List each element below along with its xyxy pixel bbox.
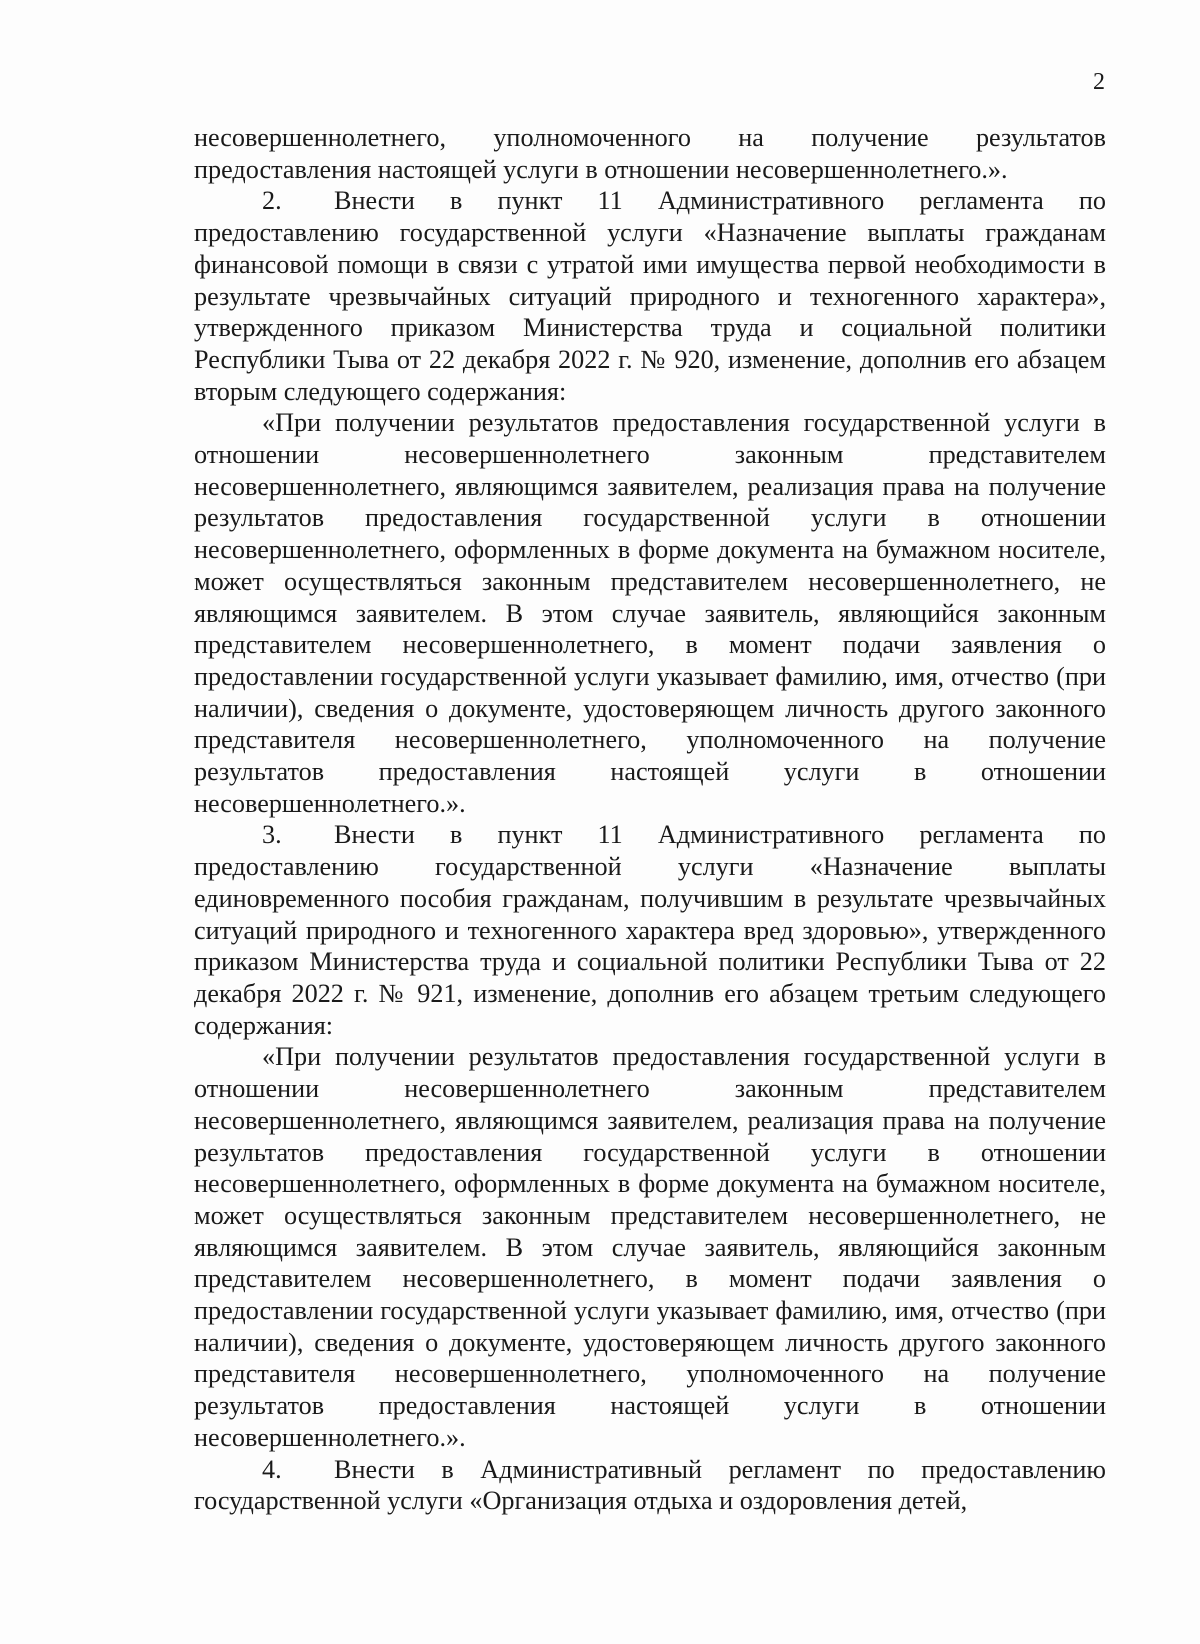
paragraph-item-4: 4. Внести в Административный регламент по предоставлению государственной услуги «Организация отдыха и оздоровления детей, (194, 1454, 1106, 1516)
page-number: 2 (1093, 69, 1105, 95)
paragraph-quote-3: «При получении результатов предоставления государственной услуги в отношении несовершеннолетнего законным представителем несовершеннолетнего, являющимся заявителем, реализация права на получение результатов предоставления государственной услуги в отношении несовершеннолетнего, оформленных в форме документа на бумажном носителе, может осуществляться законным представителем несовершеннолетнего, не являющимся заявителем. В этом случае заявитель, являющийся законным представителем несовершеннолетнего, в момент подачи заявления о предоставлении государственной услуги указывает фамилию, имя, отчество (при наличии), сведения о документе, удостоверяющем личность другого законного представителя несовершеннолетнего, уполномоченного на получение результатов предоставления настоящей услуги в отношении несовершеннолетнего.». (194, 1042, 1106, 1452)
paragraph-quote-2: «При получении результатов предоставления государственной услуги в отношении несовершеннолетнего законным представителем несовершеннолетнего, являющимся заявителем, реализация права на получение результатов предоставления государственной услуги в отношении несовершеннолетнего, оформленных в форме документа на бумажном носителе, может осуществляться законным представителем несовершеннолетнего, не являющимся заявителем. В этом случае заявитель, являющийся законным представителем несовершеннолетнего, в момент подачи заявления о предоставлении государственной услуги указывает фамилию, имя, отчество (при наличии), сведения о документе, удостоверяющем личность другого законного представителя несовершеннолетнего, уполномоченного на получение результатов предоставления настоящей услуги в отношении несовершеннолетнего.». (194, 408, 1106, 818)
paragraph-item-2: 2. Внести в пункт 11 Административного регламента по предоставлению государственной услуги «Назначение выплаты гражданам финансовой помощи в связи с утратой ими имущества первой необходимости в результате чрезвычайных ситуаций природного и техногенного характера», утвержденного приказом Министерства труда и социальной политики Республики Тыва от 22 декабря 2022 г. № 920, изменение, дополнив его абзацем вторым следующего содержания: (194, 186, 1106, 406)
paragraph-item-3: 3. Внести в пункт 11 Административного регламента по предоставлению государственной услуги «Назначение выплаты единовременного пособия гражданам, получившим в результате чрезвычайных ситуаций природного и техногенного характера вред здоровью», утвержденного приказом Министерства труда и социальной политики Республики Тыва от 22 декабря 2022 г. № 921, изменение, дополнив его абзацем третьим следующего содержания: (194, 820, 1106, 1040)
document-body (194, 122, 1106, 1517)
paragraph-continuation: несовершеннолетнего, уполномоченного на получение результатов предоставления настоящей услуги в отношении несовершеннолетнего.». (194, 123, 1106, 184)
